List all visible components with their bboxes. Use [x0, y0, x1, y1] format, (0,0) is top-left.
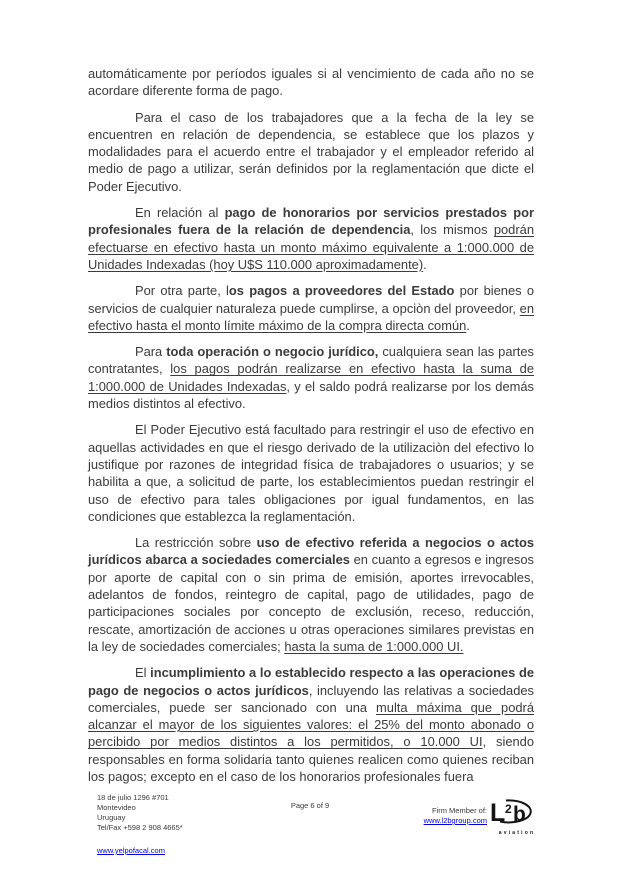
page-footer	[0, 790, 620, 877]
text-run: os pagos a proveedores del Estado	[228, 283, 455, 299]
paragraph	[88, 421, 534, 525]
paragraph	[88, 282, 534, 334]
logo-letter-2: 2	[505, 802, 512, 816]
l2b-aviation-logo	[488, 797, 546, 836]
text-run: uso de efectivo referida a negocios o actos jurídicos abarca a sociedades comerciales	[88, 535, 534, 568]
text-run: Para el caso de los trabajadores que a la fecha de la ley se encuentren en relación de dependencia, se establece que los plazos y modalidades para el acuerdo entre el trabajador y el empleador referido al medio de pago a utilizar, serán definidos por la reglamentación que dicte el Poder Ejecutivo.	[88, 109, 534, 194]
text-run: automáticamente por períodos iguales si al vencimiento de cada año no se acordare diferente forma de pago.	[88, 66, 534, 99]
logo-letter-l: L	[490, 799, 506, 827]
firm-website-link[interactable]: www.yelpofacal.com	[97, 846, 165, 855]
firm-member-label: Firm Member of:	[431, 806, 487, 815]
paragraph	[88, 65, 534, 100]
logo-letter-b: b	[513, 803, 526, 826]
text-run: en cuanto a egresos e ingresos por aporte de capital con o sin prima de emisión, aportes irrevocables, adelantos de fondos, reintegro de capital, pago de utilidades, pago de participaciones sociales por concepto de exclusión, receso, reducción, rescate, amortización de acciones u otras operaciones similares previstas en la ley de sociedades comerciales;	[88, 552, 534, 654]
paragraph	[88, 109, 534, 195]
text-run: El Poder Ejecutivo está facultado para restringir el uso de efectivo en aquellas actividades en que el riesgo derivado de la utilizaciòn del efectivo lo justifique por razones de integridad física de trabajadores o usuarios; y se habilita a que, a solicitud de parte, los establecimientos puedan restringir el uso de efectivo para tales obligaciones por igual fundamentos, en las condiciones que establezca la reglamentación.	[88, 422, 534, 524]
text-run: cualquiera sean las partes contratantes,	[88, 344, 535, 377]
firm-member-block	[347, 806, 487, 826]
text-run: hasta la suma de 1:000.000 UI.	[284, 638, 464, 654]
text-run: podrán efectuarse en efectivo hasta un monto máximo equivalente a 1:000.000 de Unidades Indexadas (hoy U$S 110.000 aproximadamente)	[88, 222, 534, 272]
text-run: , siendo responsables en forma solidaria tanto quienes realicen como quienes reciban los pagos; excepto en el caso de los honorarios profesionales fuera	[88, 734, 534, 784]
footer-address-block	[97, 793, 183, 856]
address-line-phone: Tel/Fax +598 2 908 4665*	[97, 823, 183, 832]
text-run: Por otra parte, l	[135, 283, 229, 299]
logo-subtext: aviation	[498, 830, 536, 836]
address-line-street: 18 de julio 1296 #701	[97, 793, 169, 802]
text-run: En relación al	[135, 205, 225, 221]
paragraph	[88, 343, 534, 412]
text-run: .	[466, 317, 470, 333]
address-line-city: Montevideo	[97, 803, 136, 812]
text-run: , incluyendo las relativas a sociedades comerciales, puede ser sancionado con una	[88, 682, 534, 715]
text-run: La restricción sobre	[135, 535, 257, 551]
text-run: , y el saldo podrá realizarse por los demás medios distintos al efectivo.	[88, 378, 534, 412]
page-indicator: Page 6 of 9	[290, 801, 330, 810]
text-run: El	[135, 665, 151, 681]
address-line-country: Uruguay	[97, 813, 126, 822]
text-run: por bienes o servicios de cualquier naturaleza puede cumplirse, a opciòn del proveedor,	[88, 283, 534, 316]
paragraph	[88, 204, 534, 273]
document-body	[88, 65, 534, 794]
text-run: incumplimiento a lo establecido respecto a las operaciones de pago de negocios o actos jurídicos	[88, 665, 534, 698]
text-run: .	[423, 256, 427, 272]
text-run: los pagos podrán realizarse en efectivo hasta la suma de 1:000.000 de Unidades Indexadas	[88, 361, 534, 394]
text-run: multa máxima que podrá alcanzar el mayor de los siguientes valores: el 25% del monto abonado o percibido por medios distintos a los permitidos, o 10.000 UI	[88, 699, 534, 750]
text-run: toda operación o negocio jurídico,	[166, 344, 379, 360]
text-run: , los mismos	[410, 222, 494, 238]
text-run: pago de honorarios por servicios prestados por profesionales fuera de la relación de dependencia	[88, 205, 534, 238]
l2b-logo-mark	[488, 797, 546, 827]
text-run: Para	[135, 344, 167, 360]
paragraph	[88, 664, 534, 785]
text-run: en efectivo hasta el monto límite máximo de la compra directa común	[88, 300, 534, 333]
l2b-group-link[interactable]: www.l2bgroup.com	[423, 816, 487, 825]
paragraph	[88, 534, 534, 655]
